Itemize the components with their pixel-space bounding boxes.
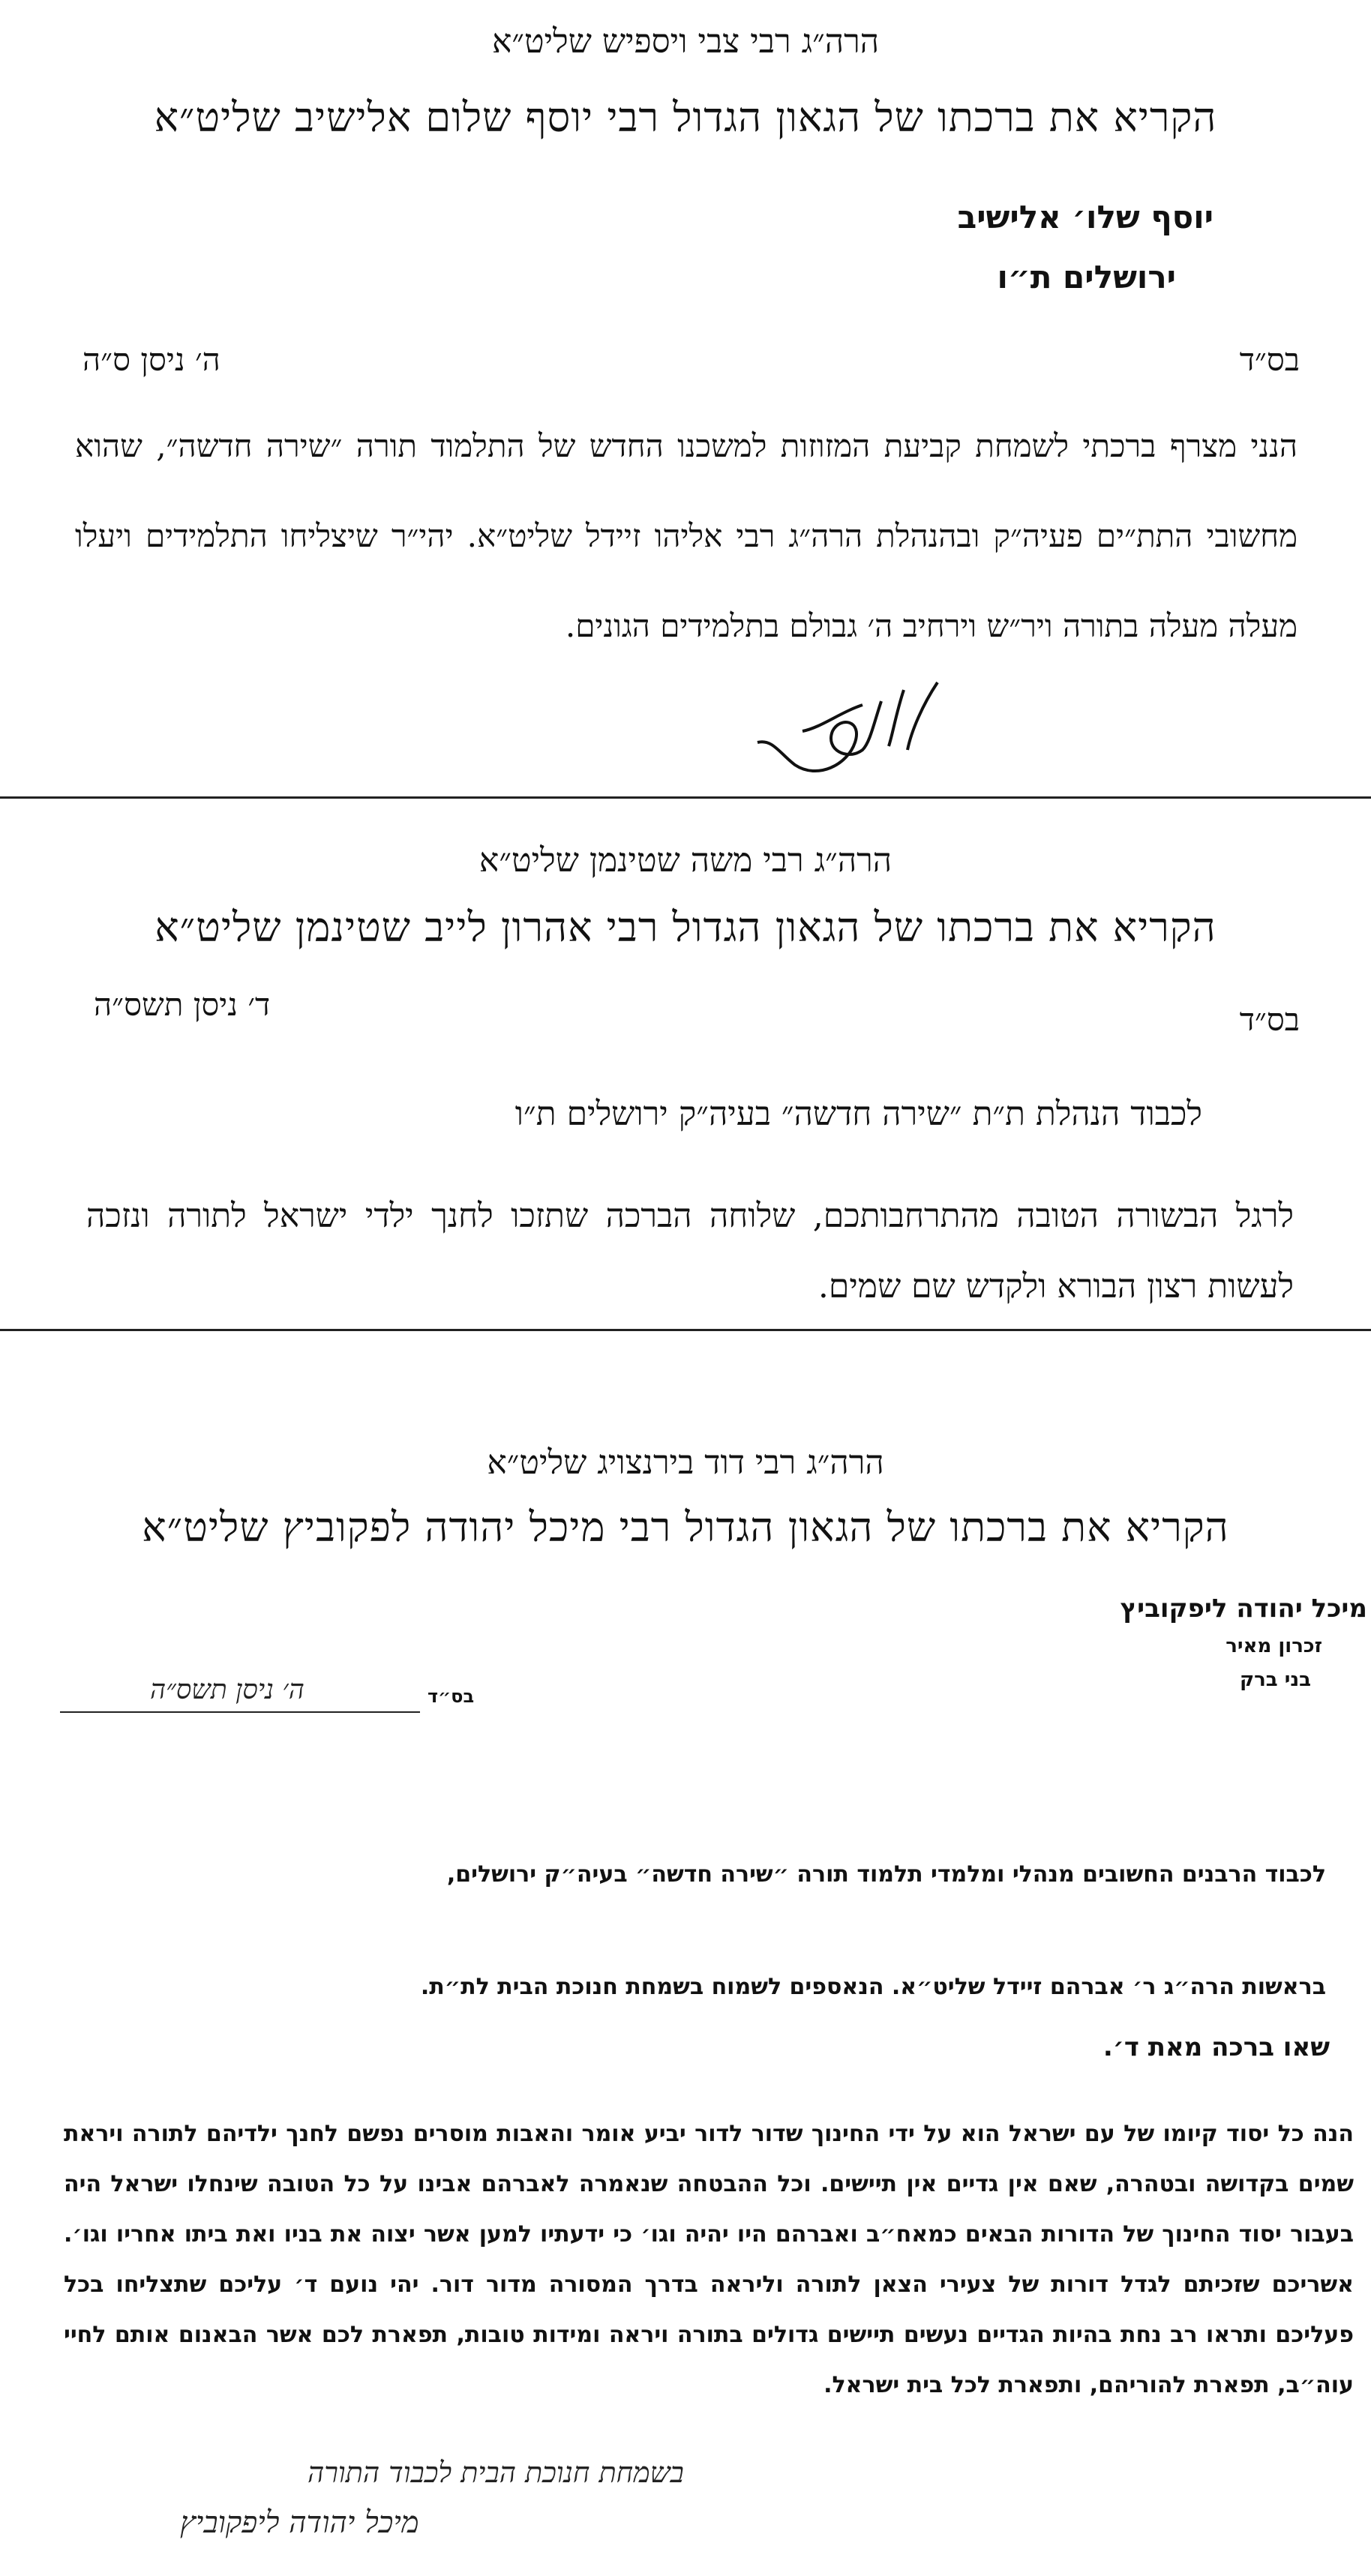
section3-greeting: שאו ברכה מאת ד׳. bbox=[1102, 2032, 1330, 2062]
section3-sender-addr1: זכרון מאיר bbox=[1226, 1635, 1322, 1657]
section2-subtitle: הקריא את ברכתו של הגאון הגדול רבי אהרון לייב שטינמן שליט״א bbox=[154, 904, 1216, 951]
section3-date-underline bbox=[60, 1711, 420, 1713]
section2-bsd: בס״ד bbox=[1239, 1001, 1300, 1038]
section2-title: הרה״ג רבי משה שטינמן שליט״א bbox=[478, 841, 892, 880]
divider-1 bbox=[0, 796, 1371, 799]
section3-sender-name: מיכל יהודה ליפקוביץ bbox=[1120, 1594, 1367, 1624]
section1-body: הנני מצרף ברכתי לשמחת קביעת המזוזות למשכנו החדש של התלמוד תורה ״שירה חדשה״, שהוא מחשובי התת״ים פעיה״ק ובהנהלת הרה״ג רבי אליהו זיידל שליט״א. יהי״ר שיצליחו התלמידים ויעלו מעלה מעלה בתורה ויר״ש וירחיב ה׳ גבולם בתלמידים הגונים. bbox=[75, 427, 1298, 644]
section3-address-line1: לכבוד הרבנים החשובים מנהלי ומלמדי תלמוד תורה ״שירה חדשה״ בעיה״ק ירושלים, bbox=[446, 1861, 1326, 1888]
section2-address: לכבוד הנהלת ת״ת ״שירה חדשה״ בעיה״ק ירושלים ת״ו bbox=[514, 1095, 1202, 1133]
section3-sender-addr2: בני ברק bbox=[1240, 1669, 1311, 1691]
divider-2 bbox=[0, 1329, 1371, 1331]
section1-sender-name: יוסף שלו׳ אלישיב bbox=[957, 199, 1214, 235]
section3-closing-handwritten: בשמחת חנוכת הבית לכבוד התורה bbox=[308, 2456, 684, 2489]
section3-bsd: בס״ד bbox=[428, 1686, 475, 1707]
section3-date-handwritten: ה׳ ניסן תשס״ה bbox=[150, 1675, 304, 1705]
section3-signature-handwritten: מיכל יהודה ליפקוביץ bbox=[180, 2506, 419, 2540]
section3-body: הנה כל יסוד קיומו של עם ישראל הוא על ידי החינוך שדור לדור יביע אומר והאבות מוסרים נפשם לחנך ילדיהם לתורה ויראת שמים בקדושה ובטהרה, שאם אין גדיים אין תיישים. וכל ההבטחה שנאמרה לאברהם אבינו על כל הטובה שינחלו ישראל היה בעבור יסוד החינוך של הדורות הבאים כמאח״ב ואברהם היו יהיה וגו׳ כי ידעתיו למען אשר יצוה את בניו ואת ביתו אחריו וגו׳. אשריכם שזכיתם לגדל דורות של צעירי הצאן לתורה וליראה בדרך המסורה מדור דור. יהי נועם ד׳ עליכם שתצליחו בכל פעליכם ותראו רב נחת בהיות הגדיים נעשים תיישים גדולים בתורה ויראה ומידות טובות, תפארת לכם אשר הבאנום אותם לחיי עוה״ב, תפארת להוריהם, ותפארת לכל בית ישראל. bbox=[64, 2121, 1354, 2398]
section3-subtitle: הקריא את ברכתו של הגאון הגדול רבי מיכל יהודה לפקוביץ שליט״א bbox=[142, 1504, 1229, 1551]
section2-date: ד׳ ניסן תשס״ה bbox=[94, 986, 271, 1023]
section1-date: ה׳ ניסן ס״ה bbox=[82, 341, 220, 378]
section3-title: הרה״ג רבי דוד בירנצויג שליט״א bbox=[487, 1444, 884, 1482]
section1-subtitle: הקריא את ברכתו של הגאון הגדול רבי יוסף שלום אלישיב שליט״א bbox=[154, 94, 1217, 141]
section1-sender-city: ירושלים ת״ו bbox=[997, 259, 1176, 295]
section2-body: לרגל הבשורה הטובה מהתרחבותכם, שלוחה הברכה שתזכו לחנך ילדי ישראל לתורה ונזכה לעשות רצון הבורא ולקדש שם שמים. bbox=[86, 1197, 1294, 1306]
section1-title: הרה״ג רבי צבי ויספיש שליט״א bbox=[491, 22, 880, 61]
section1-signature bbox=[750, 660, 945, 787]
section1-bsd: בס״ד bbox=[1239, 341, 1300, 378]
section3-address-line2: בראשות הרה״ג ר׳ אברהם זיידל שליט״א. הנאספים לשמוח בשמחת חנוכת הבית לת״ת. bbox=[420, 1974, 1326, 2000]
